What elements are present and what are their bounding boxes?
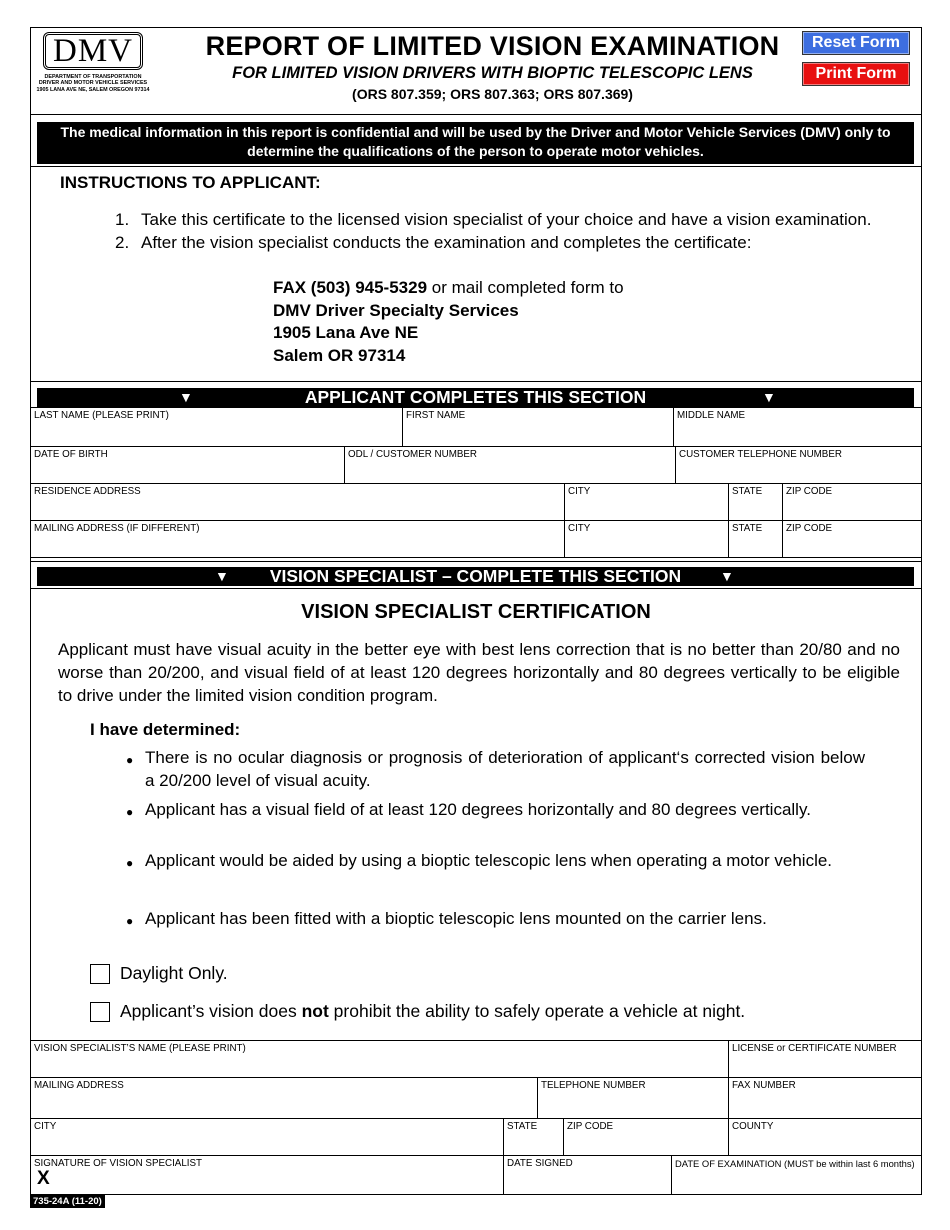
list-item — [115, 231, 875, 254]
field-label: ZIP CODE — [567, 1121, 614, 1132]
specialist-zip-field[interactable] — [563, 1118, 728, 1155]
address-line: 1905 Lana Ave NE — [273, 323, 419, 342]
item-text: After the vision specialist conducts the examination and completes the certificate: — [141, 233, 752, 252]
date-of-birth-field[interactable] — [30, 446, 344, 483]
confidential-notice: The medical information in this report is confidential and will be used by the Driver and Motor Vehicle Services (DMV) only to determine the qualifications of the person to operate motor vehicles. — [37, 122, 914, 164]
field-label: COUNTY — [732, 1121, 774, 1132]
logo-sub-2: DRIVER AND MOTOR VEHICLE SERVICES — [38, 80, 148, 87]
field-label: CITY — [568, 486, 591, 497]
bullet-icon: ● — [126, 753, 134, 767]
list-item — [115, 208, 875, 231]
daylight-only-checkbox[interactable] — [90, 964, 110, 984]
residence-state-field[interactable] — [728, 483, 782, 520]
print-form-button[interactable]: Print Form — [802, 62, 910, 86]
mailing-instructions — [273, 277, 624, 367]
field-label: SIGNATURE OF VISION SPECIALIST — [34, 1158, 203, 1169]
field-label: RESIDENCE ADDRESS — [34, 486, 141, 497]
residence-zip-field[interactable] — [782, 483, 922, 520]
field-label: VISION SPECIALIST’S NAME (PLEASE PRINT) — [34, 1043, 246, 1054]
form-statutes: (ORS 807.359; ORS 807.363; ORS 807.369) — [352, 86, 633, 102]
grid-line — [30, 557, 922, 558]
specialist-city-field[interactable] — [30, 1118, 503, 1155]
form-title-block — [165, 30, 820, 104]
signature-x-mark: X — [37, 1168, 50, 1189]
specialist-name-field[interactable] — [30, 1040, 728, 1077]
field-label: DATE OF EXAMINATION (MUST be within last 6 months) — [675, 1158, 915, 1169]
applicant-section-title: APPLICANT COMPLETES THIS SECTION — [304, 387, 647, 407]
specialist-mailing-address-field[interactable] — [30, 1077, 537, 1118]
fax-suffix: or mail completed form to — [427, 278, 624, 297]
field-label: STATE — [732, 486, 763, 497]
bullet-text: There is no ocular diagnosis or prognosis of deterioration of applicant‘s corrected vision below a 20/200 level of visual acuity. — [145, 748, 865, 790]
field-label: CUSTOMER TELEPHONE NUMBER — [679, 449, 842, 460]
customer-telephone-field[interactable] — [675, 446, 922, 483]
item-number: 2. — [115, 233, 130, 252]
divider — [30, 381, 922, 382]
mailing-state-field[interactable] — [728, 520, 782, 557]
determined-label: I have determined: — [90, 720, 241, 739]
mailing-address-field[interactable] — [30, 520, 564, 557]
bullet-text: Applicant has been fitted with a bioptic telescopic lens mounted on the carrier lens. — [145, 909, 767, 928]
specialist-telephone-field[interactable] — [537, 1077, 728, 1118]
specialist-section-title: VISION SPECIALIST – COMPLETE THIS SECTION — [269, 566, 682, 586]
odl-customer-number-field[interactable] — [344, 446, 675, 483]
divider — [30, 588, 922, 589]
address-line: DMV Driver Specialty Services — [273, 300, 519, 320]
down-arrow-icon: ▼ — [762, 389, 776, 405]
logo-sub-1: DEPARTMENT OF TRANSPORTATION — [44, 74, 142, 80]
field-label: TELEPHONE NUMBER — [541, 1080, 646, 1091]
first-name-field[interactable] — [402, 407, 673, 446]
mailing-zip-field[interactable] — [782, 520, 922, 557]
instructions-heading: INSTRUCTIONS TO APPLICANT: — [60, 173, 321, 192]
form-title: REPORT OF LIMITED VISION EXAMINATION — [205, 31, 780, 61]
down-arrow-icon: ▼ — [215, 568, 229, 584]
middle-name-field[interactable] — [673, 407, 922, 446]
form-subtitle: FOR LIMITED VISION DRIVERS WITH BIOPTIC TELESCOPIC LENS — [232, 64, 753, 82]
last-name-field[interactable] — [30, 407, 402, 446]
reset-form-button[interactable]: Reset Form — [802, 31, 910, 55]
item-number: 1. — [115, 210, 130, 229]
specialist-state-field[interactable] — [503, 1118, 563, 1155]
night-driving-label — [120, 1001, 745, 1022]
daylight-only-label: Daylight Only. — [120, 963, 228, 983]
down-arrow-icon: ▼ — [179, 389, 193, 405]
divider — [30, 166, 922, 167]
license-number-field[interactable] — [728, 1040, 922, 1077]
logo-text: DMV — [52, 32, 133, 69]
eligibility-paragraph: Applicant must have visual acuity in the better eye with best lens correction that is no better than 20/80 and no worse than 20/200, and visual field of at least 120 degrees horizontally and 80 degrees vertically to be eligible to drive under the limited vision condition program. — [58, 640, 900, 705]
bullet-icon: ● — [126, 805, 134, 819]
field-label: STATE — [507, 1121, 538, 1132]
field-label: CITY — [34, 1121, 57, 1132]
date-of-examination-field[interactable] — [671, 1155, 922, 1194]
specialist-county-field[interactable] — [728, 1118, 922, 1155]
dmv-logo — [33, 32, 153, 104]
down-arrow-icon: ▼ — [720, 568, 734, 584]
certification-heading: VISION SPECIALIST CERTIFICATION — [301, 601, 651, 623]
mailing-city-field[interactable] — [564, 520, 728, 557]
field-label: DATE OF BIRTH — [34, 449, 108, 460]
bullet-text: Applicant would be aided by using a bioptic telescopic lens when operating a motor vehicle. — [145, 851, 833, 870]
night-text: Applicant’s vision does — [120, 1001, 302, 1021]
field-label: ZIP CODE — [786, 523, 833, 534]
night-emphasis: not — [301, 1001, 329, 1021]
applicant-section-bar — [37, 388, 914, 407]
date-signed-field[interactable] — [503, 1155, 671, 1194]
form-number: 735-24A (11-20) — [30, 1195, 105, 1208]
bullet-text: Applicant has a visual field of at least 120 degrees horizontally and 80 degrees vertically. — [145, 800, 811, 819]
field-label: ODL / CUSTOMER NUMBER — [348, 449, 478, 460]
divider — [30, 114, 922, 115]
field-label: FIRST NAME — [406, 410, 466, 421]
field-label: LAST NAME (PLEASE PRINT) — [34, 410, 169, 421]
field-label: LICENSE or CERTIFICATE NUMBER — [732, 1043, 897, 1054]
logo-sub-3: 1905 LANA AVE NE, SALEM OREGON 97314 — [36, 86, 150, 93]
field-label: DATE SIGNED — [507, 1158, 573, 1169]
instructions-list — [115, 208, 875, 254]
night-text: prohibit the ability to safely operate a vehicle at night. — [328, 1001, 746, 1021]
field-label: FAX NUMBER — [732, 1080, 796, 1091]
specialist-fax-field[interactable] — [728, 1077, 922, 1118]
field-label: MIDDLE NAME — [677, 410, 746, 421]
field-label: STATE — [732, 523, 763, 534]
specialist-section-bar — [37, 567, 914, 586]
fax-number: FAX (503) 945-5329 — [273, 278, 428, 297]
field-label: MAILING ADDRESS — [34, 1080, 124, 1091]
grid-line — [30, 561, 922, 562]
field-label: MAILING ADDRESS (IF DIFFERENT) — [34, 523, 200, 534]
bullet-icon: ● — [126, 856, 134, 870]
signature-field[interactable] — [30, 1155, 503, 1194]
bullet-icon: ● — [126, 914, 134, 928]
item-text: Take this certificate to the licensed vision specialist of your choice and have a vision examination. — [141, 210, 872, 229]
night-driving-checkbox[interactable] — [90, 1002, 110, 1022]
address-line: Salem OR 97314 — [273, 345, 406, 365]
residence-city-field[interactable] — [564, 483, 728, 520]
field-label: CITY — [568, 523, 591, 534]
field-label: ZIP CODE — [786, 486, 833, 497]
residence-address-field[interactable] — [30, 483, 564, 520]
